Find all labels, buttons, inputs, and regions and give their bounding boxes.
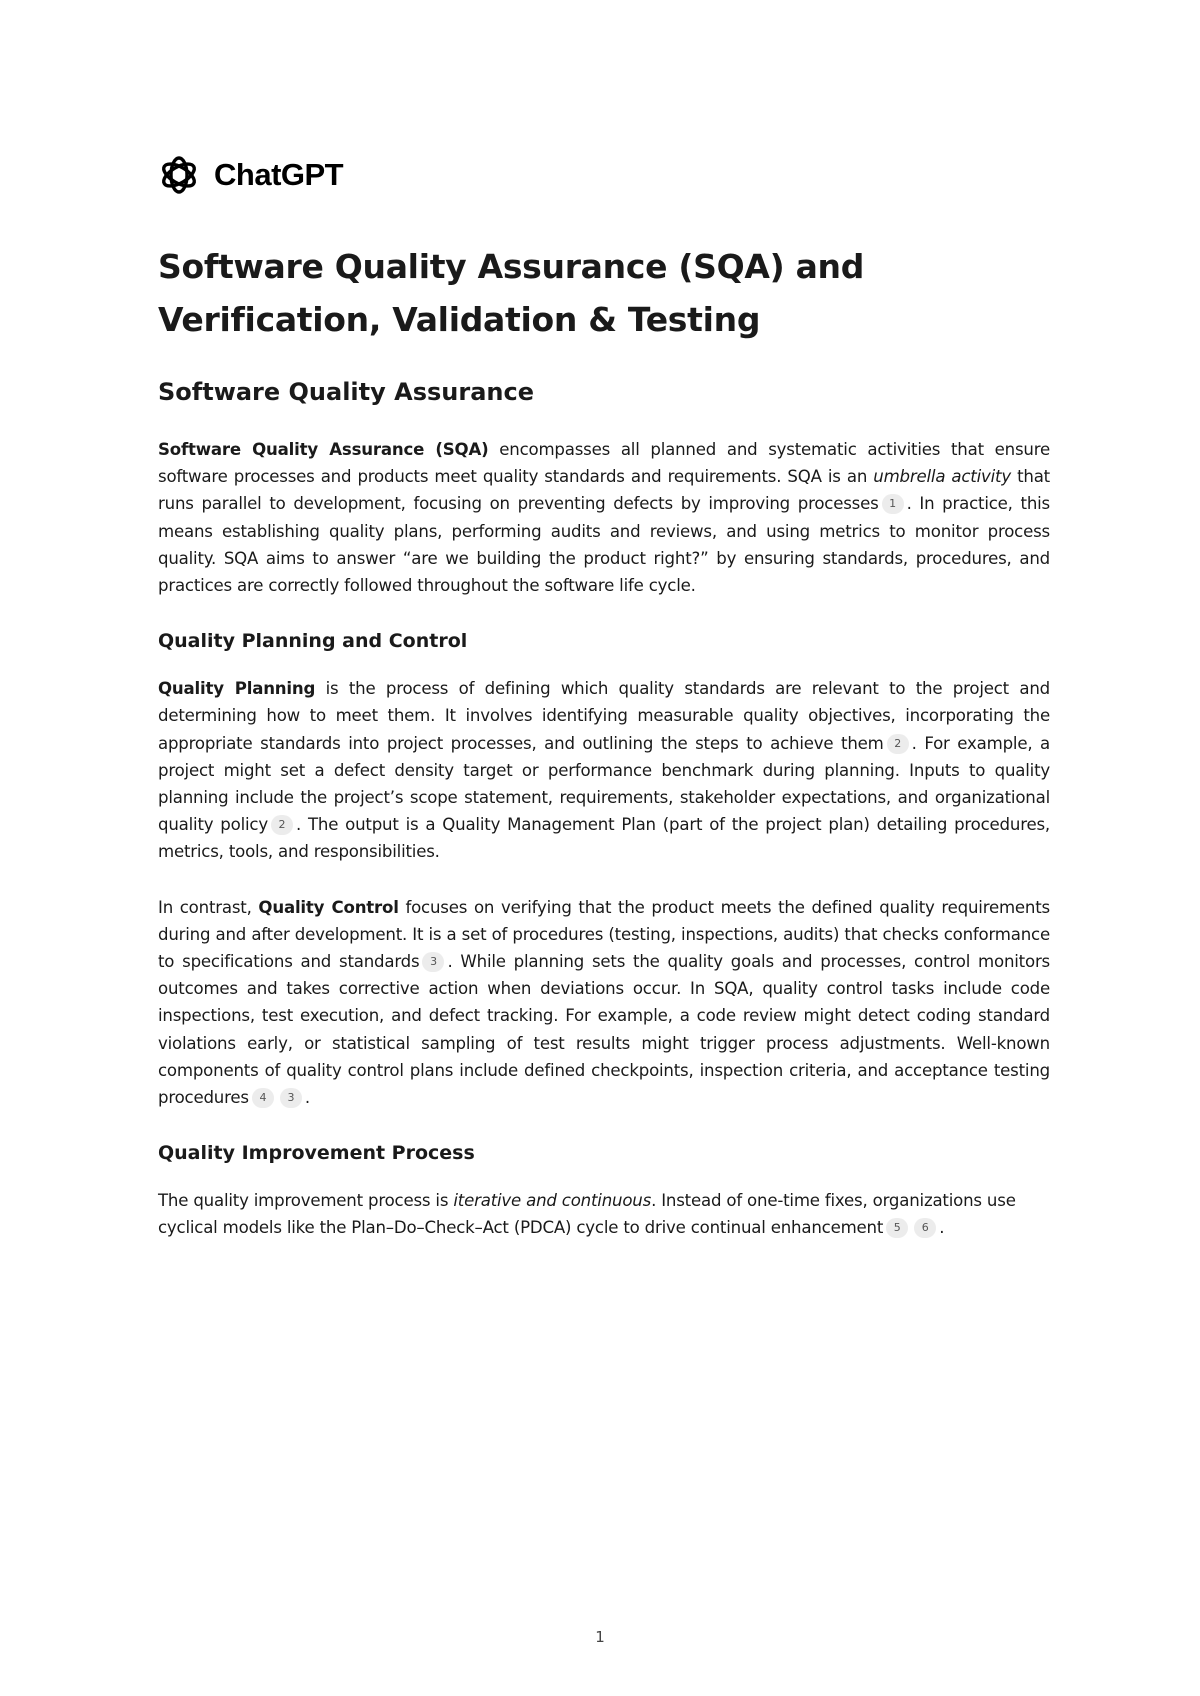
document-title: Software Quality Assurance (SQA) and Verification, Validation & Testing [158, 247, 865, 339]
citation-badge[interactable]: 1 [882, 494, 904, 514]
text-run: In contrast, [158, 897, 259, 917]
citation-badge[interactable]: 5 [886, 1218, 908, 1238]
paragraph-quality-planning [158, 675, 1050, 865]
text-run: . [939, 1218, 945, 1238]
citation-badge[interactable]: 3 [422, 952, 444, 972]
text-run: . [304, 1088, 310, 1108]
brand-name: ChatGPT [214, 157, 344, 192]
text-run: . While planning sets the quality goals and processes, control monitors outcomes and takes corrective action when deviations occur. In SQA, quality control tasks include code inspections, test execution, and defect tracking. For example, a code review might detect coding standard violations early, or statistical sampling of test results might trigger process adjustments. Well-known components of quality control plans include defined checkpoints, inspection criteria, and acceptance testing procedures [158, 952, 1051, 1108]
text-run: . Instead of one-time fixes, organizations use cyclical models like the Plan–Do–Check–Act (PDCA) cycle to drive continual enhancement [158, 1191, 1016, 1238]
bold-term: Software Quality Assurance (SQA) [158, 440, 489, 459]
text-run: is the process of defining which quality standards are relevant to the project and determining how to meet them. It involves identifying measurable quality objectives, incorporating the appropriate standards into project processes, and outlining the steps to achieve them [158, 679, 1050, 753]
citation-badge[interactable]: 2 [271, 815, 293, 835]
section-heading-planning-control: Quality Planning and Control [158, 630, 468, 653]
paragraph-sqa-intro [158, 436, 1050, 599]
section-heading-improvement: Quality Improvement Process [158, 1142, 475, 1165]
paragraph-quality-control [158, 894, 1050, 1112]
italic-term: umbrella activity [873, 467, 1011, 487]
text-run: . The output is a Quality Management Plan (part of the project plan) detailing procedures, metrics, tools, and responsibilities. [158, 815, 1050, 862]
text-run: . For example, a project might set a defect density target or performance benchmark during planning. Inputs to quality planning include the project’s scope statement, requirements, stakeholder expectations, and organizational quality policy [158, 733, 1051, 835]
text-run: . In practice, this means establishing quality plans, performing audits and reviews, and using metrics to monitor process quality. SQA aims to answer “are we building the product right?” by ensuring standards, procedures, and practices are correctly followed throughout the software life cycle. [158, 494, 1050, 596]
citation-badge[interactable]: 6 [914, 1218, 936, 1238]
text-run: that runs parallel to development, focusing on preventing defects by improving processes [158, 467, 1050, 514]
section-heading-sqa: Software Quality Assurance [158, 378, 534, 406]
bold-term: Quality Control [258, 897, 399, 917]
italic-term: iterative and continuous [453, 1191, 652, 1211]
text-run: The quality improvement process is [158, 1191, 454, 1211]
openai-logo-icon [158, 154, 200, 196]
brand-logo [158, 150, 1050, 200]
citation-badge[interactable]: 3 [280, 1088, 302, 1108]
bold-term: Quality Planning [158, 679, 316, 699]
document-page [158, 150, 1050, 1270]
page-number: 1 [595, 1628, 605, 1646]
paragraph-improvement [158, 1187, 1050, 1241]
citation-badge[interactable]: 2 [887, 734, 909, 754]
citation-badge[interactable]: 4 [252, 1088, 274, 1108]
text-run: focuses on verifying that the product meets the defined quality requirements during and after development. It is a set of procedures (testing, inspections, audits) that checks conformance to specifications and standards [158, 897, 1050, 972]
text-run: encompasses all planned and systematic activities that ensure software processes and products meet quality standards and requirements. SQA is an [158, 440, 1050, 487]
